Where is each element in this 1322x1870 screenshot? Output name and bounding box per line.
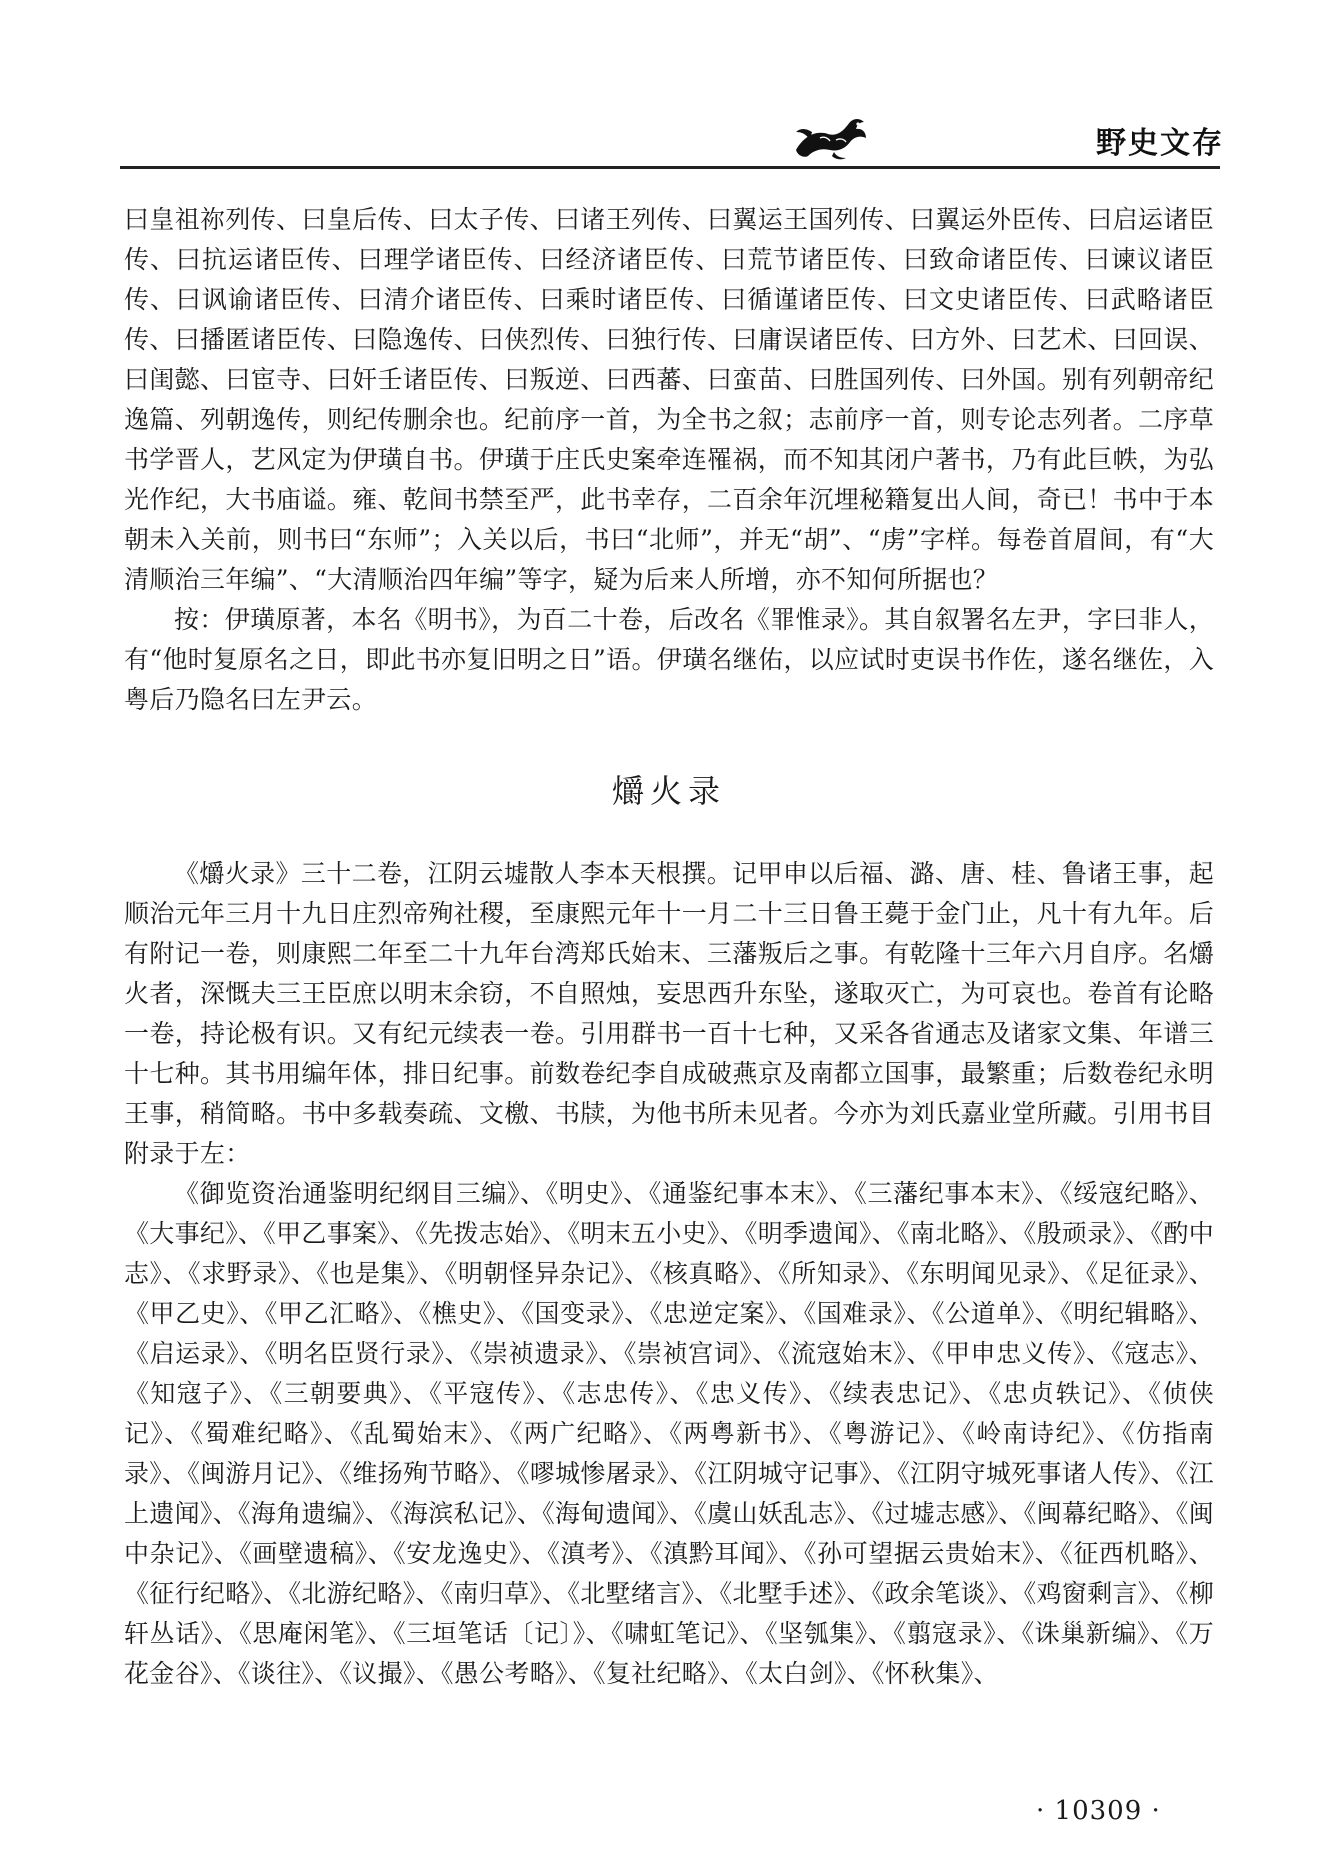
page-number: · 10309 ·	[1036, 1796, 1161, 1826]
page-header	[0, 100, 1322, 170]
header-rule	[120, 166, 1220, 169]
running-title: 野史文存	[1096, 126, 1224, 161]
dragon-emblem-icon	[790, 110, 870, 162]
note-paragraph: 按：伊璜原著，本名《明书》，为百二十卷，后改名《罪惟录》。其自叙署名左尹，字曰非人，有“他时复原名之日，即此书亦复旧明之日”语。伊璜名继佑，以应试时吏误书作佐，遂名继佐，入粤后乃隐名曰左尹云。	[124, 605, 1214, 714]
continued-paragraph: 曰皇祖祢列传、曰皇后传、曰太子传、曰诸王列传、曰翼运王国列传、曰翼运外臣传、曰启运诸臣传、曰抗运诸臣传、曰理学诸臣传、曰经济诸臣传、曰荒节诸臣传、曰致命诸臣传、曰谏议诸臣传、曰讽谕诸臣传、曰清介诸臣传、曰乘时诸臣传、曰循谨诸臣传、曰文史诸臣传、曰武略诸臣传、曰播匿诸臣传、曰隐逸传、曰侠烈传、曰独行传、曰庸误诸臣传、曰方外、曰艺术、曰回误、曰闺懿、曰宦寺、曰奸壬诸臣传、曰叛逆、曰西蕃、曰蛮苗、曰胜国列传、曰外国。别有列朝帝纪逸篇、列朝逸传，则纪传删余也。纪前序一首，为全书之叙；志前序一首，则专论志列者。二序草书学晋人，艺风定为伊璜自书。伊璜于庄氏史案牵连罹祸，而不知其闭户著书，乃有此巨帙，为弘光作纪，大书庙谥。雍、乾间书禁至严，此书幸存，二百余年沉埋秘籍复出人间，奇已！书中于本朝未入关前，则书曰“东师”；入关以后，书曰“北师”，并无“胡”、“虏”字样。每卷首眉间，有“大清顺治三年编”、“大清顺治四年编”等字，疑为后来人所增，亦不知何所据也？	[124, 205, 1214, 594]
section-title: 爝火录	[611, 772, 726, 810]
page-body	[124, 200, 1214, 1694]
intro-paragraph: 《爝火录》三十二卷，江阴云墟散人李本天根撰。记甲申以后福、潞、唐、桂、鲁诸王事，起顺治元年三月十九日庄烈帝殉社稷，至康熙元年十一月二十三日鲁王薨于金门止，凡十有九年。后有附记一卷，则康熙二年至二十九年台湾郑氏始末、三藩叛后之事。有乾隆十三年六月自序。名爝火者，深慨夫三王臣庶以明末余窃，不自照烛，妄思西升东坠，遂取灭亡，为可哀也。卷首有论略一卷，持论极有识。又有纪元续表一卷。引用群书一百十七种，又采各省通志及诸家文集、年谱三十七种。其书用编年体，排日纪事。前数卷纪李自成破燕京及南都立国事，最繁重；后数卷纪永明王事，稍简略。书中多载奏疏、文檄、书牍，为他书所未见者。今亦为刘氏嘉业堂所藏。引用书目附录于左：	[124, 859, 1214, 1168]
bibliography-list: 《御览资治通鉴明纪纲目三编》、《明史》、《通鉴纪事本末》、《三藩纪事本末》、《绥寇纪略》、《大事纪》、《甲乙事案》、《先拨志始》、《明末五小史》、《明季遗闻》、《南北略》、《殷顽录》、《酌中志》、《求野录》、《也是集》、《明朝怪异杂记》、《核真略》、《所知录》、《东明闻见录》、《足征录》、《甲乙史》、《甲乙汇略》、《樵史》、《国变录》、《忠逆定案》、《国难录》、《公道单》、《明纪辑略》、《启运录》、《明名臣贤行录》、《崇祯遗录》、《崇祯宫词》、《流寇始末》、《甲申忠义传》、《寇志》、《知寇子》、《三朝要典》、《平寇传》、《志忠传》、《忠义传》、《续表忠记》、《忠贞轶记》、《侦侠记》、《蜀难纪略》、《乱蜀始末》、《两广纪略》、《两粤新书》、《粤游记》、《岭南诗纪》、《仿指南录》、《闽游月记》、《维扬殉节略》、《嘐城惨屠录》、《江阴城守记事》、《江阴守城死事诸人传》、《江上遗闻》、《海角遗编》、《海滨私记》、《海甸遗闻》、《虞山妖乱志》、《过墟志感》、《闽幕纪略》、《闽中杂记》、《画壁遗稿》、《安龙逸史》、《滇考》、《滇黔耳闻》、《孙可望据云贵始末》、《征西机略》、《征行纪略》、《北游纪略》、《南归草》、《北墅绪言》、《北墅手述》、《政余笔谈》、《鸡窗剩言》、《柳轩丛话》、《思庵闲笔》、《三垣笔话〔记〕》、《啸虹笔记》、《坚瓠集》、《翦寇录》、《诛巢新编》、《万花金谷》、《谈往》、《议撮》、《愚公考略》、《复社纪略》、《太白剑》、《怀秋集》、	[124, 1179, 1215, 1688]
